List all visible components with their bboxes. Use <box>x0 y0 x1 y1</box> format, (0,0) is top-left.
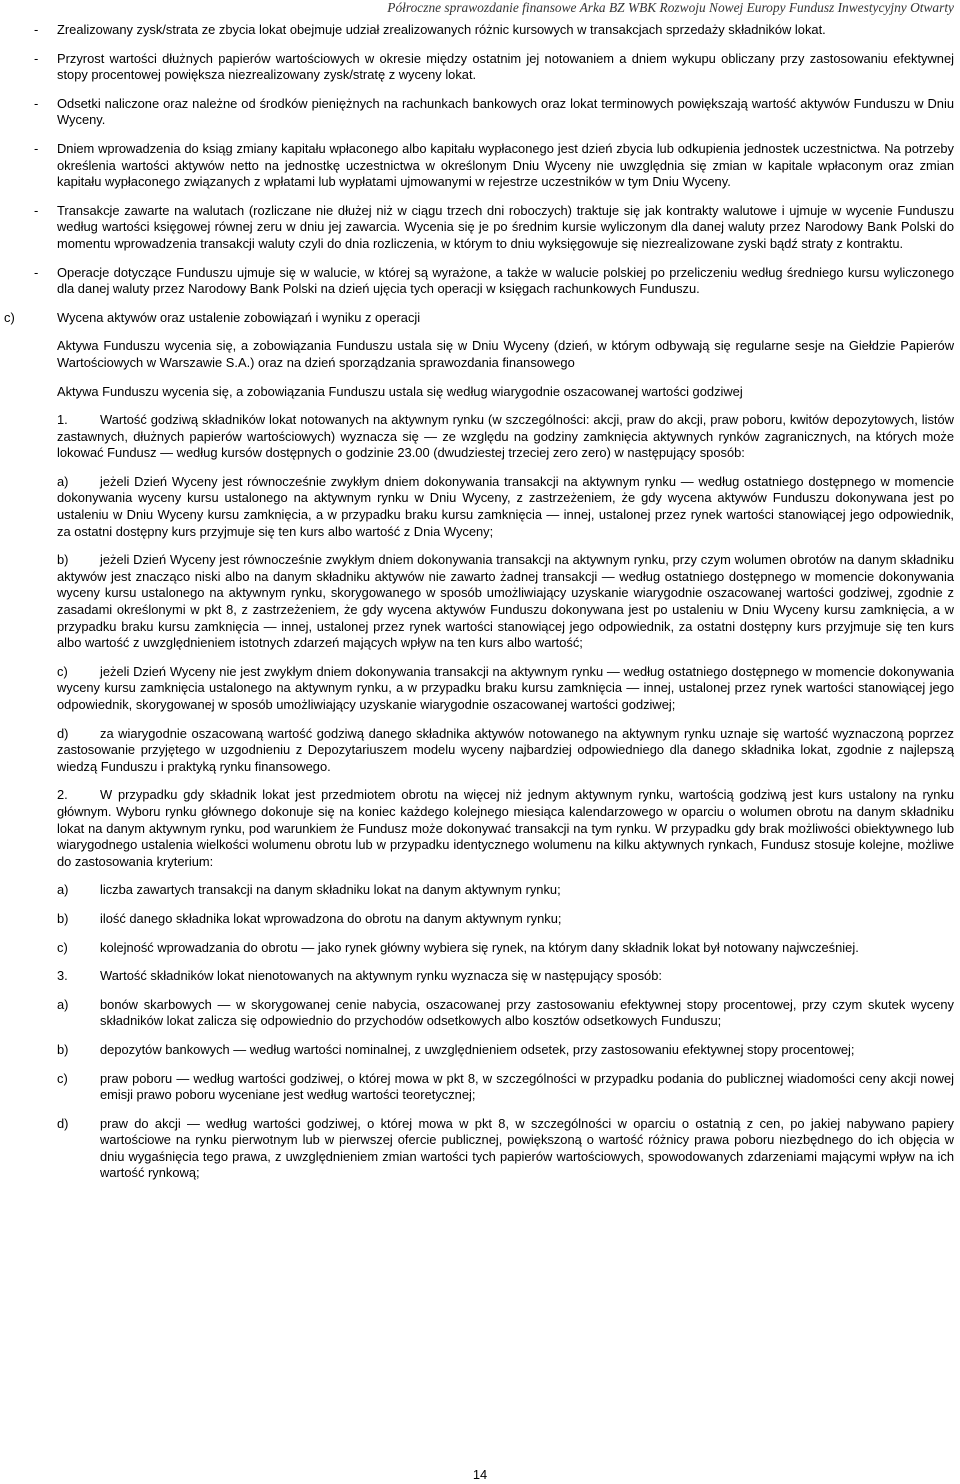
dash-marker: - <box>34 264 39 280</box>
dash-item-text: Zrealizowany zysk/strata ze zbycia lokat obejmuje udział zrealizowanych różnic kursowych w transakcjach sprzedaży składników lokat. <box>57 22 826 37</box>
list-item <box>57 552 954 652</box>
list-marker: c) <box>57 663 68 679</box>
paragraph: Aktywa Funduszu wycenia się, a zobowiązania Funduszu ustala się w Dniu Wyceny (dzień, w którym odbywają się regularne sesje na Giełdzie Papierów Wartościowych w Warszawie S.A.) oraz na dzień sporządzania sprawozdania finansowego <box>57 338 954 370</box>
dash-item-text: Przyrost wartości dłużnych papierów wartościowych w okresie między ostatnim jej notowaniem a dniem wykupu obliczany przy zastosowaniu efektywnej stopy procentowej powiększa niezrealizowany zysk/stratę z wyceny lokat. <box>57 50 954 83</box>
list-marker: a) <box>57 996 69 1012</box>
dash-marker: - <box>34 140 39 156</box>
dash-item-text: Transakcje zawarte na walutach (rozliczane nie dłużej niż w ciągu trzech dni roboczych) traktuje się jak kontrakty walutowe i ujmuje w wycenie Funduszu według wartości księgowej równej zeru w dniu jej zawarcia. Wycenia się je po średnim kursie wyliczonym dla danej waluty przez Narodowy Bank Polski do momentu wprowadzenia transakcji waluty czyli do dnia rozliczenia, w którym to dniu wyksięgowuje się niezrealizowane zyski bądź straty z kontraktu. <box>57 202 954 251</box>
list-marker: d) <box>57 1115 69 1131</box>
list-item-text: praw do akcji — według wartości godziwej, o której mowa w pkt 8, w szczególności w oparciu o ostatnią z cen, po jakiej nabywano papiery wartościowe na rynku pierwotnym lub w pierwszej ofercie publicznej, powiększoną o wartość różnicy prawa poboru niezbędnego do ich objęcia w dniu wygaśnięcia tego prawa, z uwzględnieniem zmian wartości tych papierów wartościowych, spowodowanych zdarzeniami mającymi wpływ na ich wartość rynkową; <box>100 1115 954 1181</box>
list-item <box>57 997 954 1030</box>
paragraph-number: 2. <box>57 787 68 803</box>
list-item-text: ilość danego składnika lokat wprowadzona do obrotu na danym aktywnym rynku; <box>100 910 562 926</box>
list-item-text: kolejność wprowadzania do obrotu — jako rynek główny wybiera się rynek, na którym dany składnik lokat był notowany najwcześniej. <box>100 939 859 955</box>
list-marker: b) <box>57 1041 69 1057</box>
paragraph-number: 3. <box>57 968 68 984</box>
list-marker: a) <box>57 882 69 898</box>
dash-item <box>34 51 954 84</box>
list-item-text: praw poboru — według wartości godziwej, o której mowa w pkt 8, w szczególności w przypadku podania do publicznej wiadomości ceny akcji nowej emisji prawo poboru wyceniane jest według wartości teoretycznej; <box>100 1070 954 1103</box>
list-item <box>57 1042 954 1059</box>
document-body <box>4 22 954 1182</box>
page-number: 14 <box>472 1467 488 1482</box>
dash-item <box>34 22 954 39</box>
list-item-text: bonów skarbowych — w skorygowanej cenie nabycia, oszacowanej przy zastosowaniu efektywnej stopy procentowej, przy czym skutek wyceny składników lokat zalicza się odpowiednio do przychodów odsetkowych albo kosztów odsetkowych Funduszu; <box>100 996 954 1029</box>
list-item-text: jeżeli Dzień Wyceny nie jest zwykłym dniem dokonywania transakcji na aktywnym rynku — według ostatniego dostępnego w momencie dokonywania wyceny kursu zamknięcia ustalonego na aktywnym rynku, a w przypadku braku kursu zamknięcia — innej, ustalonej przez rynek wartości stanowiącej jego odpowiednik, skorygowanej w sposób umożliwiający uzyskanie wiarygodnie oszacowanej wartości godziwej; <box>57 663 954 712</box>
section-title: Wycena aktywów oraz ustalenie zobowiązań i wyniku z operacji <box>57 309 421 325</box>
dash-item-text: Odsetki naliczone oraz należne od środków pieniężnych na rachunkach bankowych oraz lokat terminowych powiększają wartość aktywów Funduszu w Dniu Wyceny. <box>57 95 954 128</box>
numbered-paragraph <box>57 787 954 870</box>
list-marker: d) <box>57 725 69 741</box>
dash-item-text: Dniem wprowadzenia do ksiąg zmiany kapitału wpłaconego albo kapitału wypłaconego jest dzień zbycia lub odkupienia jednostek uczestnictwa. Na potrzeby określenia wartości aktywów netto na jednostkę uczestnictwa w określonym Dniu Wyceny nie uwzględnia się zmian w kapitale wpłaconym oraz zmian kapitału wypłaconego związanych z wpłatami lub wypłatami ujmowanymi w rejestrze uczestników w tym Dniu Wyceny. <box>57 140 954 190</box>
list-item <box>57 940 954 957</box>
list-item <box>57 882 954 899</box>
paragraph-text: Wartość godziwą składników lokat notowanych na aktywnym rynku (w szczególności: akcji, praw do akcji, praw poboru, kwitów depozytowych, listów zastawnych, dłużnych papierów wartościowych) wyznacza się — ze względu na godziny zamknięcia aktywnych rynków zagranicznych, na których może lokować Fundusz — według kursów dostępnych o godzinie 23.00 (dwudziestej trzeciej zero zero) w następujący sposób: <box>57 412 954 461</box>
list-marker: b) <box>57 910 69 926</box>
dash-item <box>34 265 954 298</box>
list-marker: c) <box>57 939 68 955</box>
paragraph-text: W przypadku gdy składnik lokat jest przedmiotem obrotu na więcej niż jednym aktywnym rynku, wartością godziwą jest kurs ustalony na rynku głównym. Wyboru rynku głównego dokonuje się na koniec każdego kolejnego miesiąca kalendarzowego w oparciu o wolumen obrotu na danym składniku lokat na danym aktywnym rynku, pod warunkiem że Fundusz może dokonywać transakcji na tym rynku. W przypadku gdy brak możliwości obiektywnego lub wiarygodnego ustalenia wielkości wolumenu obrotu lub w przypadku identycznego wolumenu na kilku aktywnych rynkach, Fundusz stosuje kolejne, możliwe do zastosowania kryterium: <box>57 787 954 869</box>
dash-item <box>34 96 954 129</box>
list-item <box>57 474 954 540</box>
list-item-text: jeżeli Dzień Wyceny jest równocześnie zwykłym dniem dokonywania transakcji na aktywnym rynku, przy czym wolumen obrotów na danym składniku aktywów jest znacząco niski albo na danym składniku aktywów nie zawarto żadnej transakcji — według ostatniego dostępnego w momencie dokonywania wyceny kursu ustalonego na aktywnym rynku, skorygowanego w sposób umożliwiający uzyskanie wiarygodnie oszacowanej wartości godziwej, zgodnie z zasadami określonymi w pkt 8, z zastrzeżeniem, że gdy wycena aktywów Funduszu dokonywana jest po ustaleniu w Dniu Wyceny kursu zamknięcia, a w przypadku braku kursu zamknięcia — innej, ustalonej przez rynek wartości stanowiącej jego odpowiednik, za ostatni dostępny kurs przyjmuje się ten kurs albo wartość z uwzględnieniem istotnych zdarzeń mających wpływ na ten kurs albo wartość; <box>57 552 954 651</box>
list-item <box>57 664 954 714</box>
dash-marker: - <box>34 22 39 37</box>
dash-marker: - <box>34 202 39 218</box>
numbered-paragraph <box>57 412 954 462</box>
list-item-text: liczba zawartych transakcji na danym składniku lokat na danym aktywnym rynku; <box>100 882 561 898</box>
list-item <box>57 1071 954 1104</box>
list-item-text: depozytów bankowych — według wartości nominalnej, z uwzględnieniem odsetek, przy zastosowaniu efektywnej stopy procentowej; <box>100 1041 855 1057</box>
list-marker: b) <box>57 552 69 568</box>
paragraph-number: 1. <box>57 412 68 428</box>
dash-item <box>34 203 954 253</box>
list-item-text: jeżeli Dzień Wyceny jest równocześnie zwykłym dniem dokonywania transakcji na aktywnym rynku — według ostatniego dostępnego w momencie dokonywania wyceny kursu ustalonego na aktywnym rynku w Dniu Wyceny, z zastrzeżeniem, że gdy wycena aktywów Funduszu dokonywana jest po ustaleniu w Dniu Wyceny kursu zamknięcia, a w przypadku braku kursu zamknięcia — innej, ustalonej przez rynek wartości stanowiącej jego odpowiednik, za ostatni dostępny kurs przyjmuje się ten kurs albo wartość z Dnia Wyceny; <box>57 473 954 539</box>
list-marker: a) <box>57 473 69 489</box>
list-marker: c) <box>57 1070 68 1086</box>
list-item-text: za wiarygodnie oszacowaną wartość godziwą danego składnika aktywów notowanego na aktywnym rynku uznaje się wartość wyznaczoną poprzez zastosowanie przyjętego w uzgodnieniu z Depozytariuszem modelu wyceny najbardziej odpowiedniego dla danego składnika lokat, zgodnie z najlepszą wiedzą Funduszu i praktyką rynku finansowego. <box>57 725 954 774</box>
paragraph-text: Wartość składników lokat nienotowanych na aktywnym rynku wyznacza się w następujący sposób: <box>100 968 662 984</box>
paragraph: Aktywa Funduszu wycenia się, a zobowiązania Funduszu ustala się według wiarygodnie oszacowanej wartości godziwej <box>57 383 743 399</box>
numbered-paragraph <box>57 968 954 985</box>
dash-item <box>34 141 954 191</box>
list-item <box>57 1116 954 1182</box>
section-heading <box>4 310 954 327</box>
section-marker: c) <box>4 309 15 325</box>
dash-item-text: Operacje dotyczące Funduszu ujmuje się w walucie, w której są wyrażone, a także w walucie polskiej po przeliczeniu według średniego kursu wyliczonego dla danej waluty przez Narodowy Bank Polski na dzień ujęcia tych operacji w księgach rachunkowych Funduszu. <box>57 264 954 297</box>
dash-marker: - <box>34 50 39 66</box>
list-item <box>57 726 954 776</box>
page-header: Półroczne sprawozdanie finansowe Arka BZ WBK Rozwoju Nowej Europy Fundusz Inwestycyjny Otwarty <box>387 0 954 15</box>
list-item <box>57 911 954 928</box>
dash-marker: - <box>34 95 39 111</box>
